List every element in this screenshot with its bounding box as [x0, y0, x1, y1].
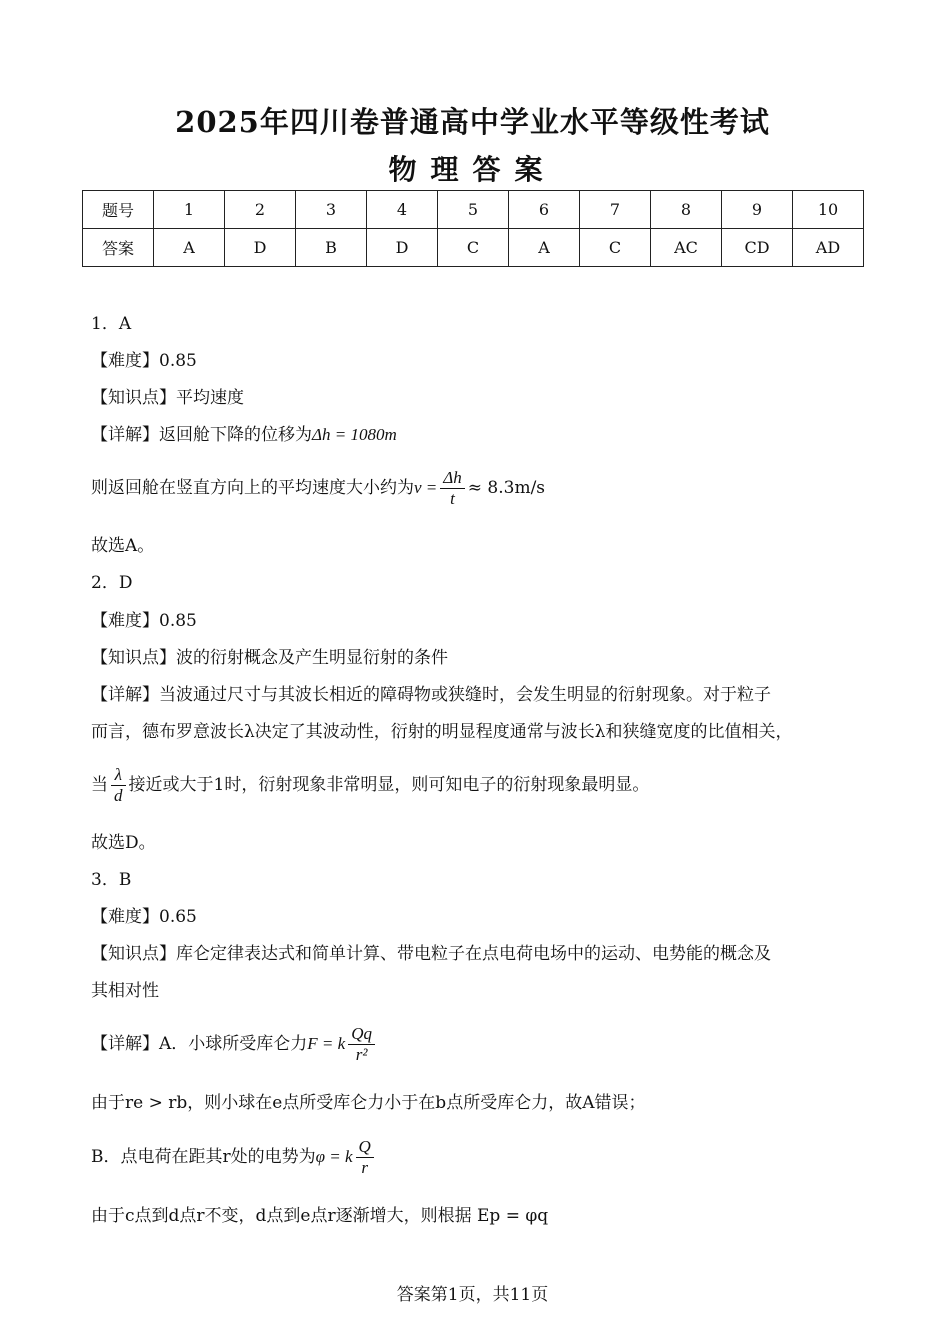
document-subtitle: 物理答案 — [388, 153, 557, 186]
fraction-denominator: d — [114, 786, 123, 805]
q2-detail-line2: 而言，德布罗意波长λ决定了其波动性，衍射的明显程度通常与波长λ和狭缝宽度的比值相关， — [91, 722, 793, 742]
q3-line-c: 由于c点到d点r不变，d点到e点r逐渐增大，则根据 Ep = φq — [91, 1206, 549, 1226]
table-cell: C — [438, 229, 509, 267]
q3-line-b-text: B．点电荷在距其r处的电势为 — [91, 1147, 316, 1167]
q2-conclusion: 故选D。 — [91, 833, 156, 853]
table-cell: 7 — [580, 191, 651, 229]
q2-detail-line3-suffix: 接近或大于1时，衍射现象非常明显，则可知电子的衍射现象最明显。 — [128, 775, 650, 795]
q1-knowledge: 【知识点】平均速度 — [91, 388, 244, 408]
q3-line-b — [91, 1137, 377, 1178]
q3-detail-text: 【详解】A．小球所受库仑力 — [91, 1034, 308, 1054]
row-header-number: 题号 — [83, 191, 154, 229]
q3-knowledge-line1: 【知识点】库仑定律表达式和简单计算、带电粒子在点电荷电场中的运动、电势能的概念及 — [91, 944, 771, 964]
q1-velocity-line — [91, 468, 545, 509]
fraction-denominator: r — [361, 1158, 368, 1177]
q1-velocity-fraction — [440, 468, 464, 509]
fraction-numerator: Qq — [348, 1024, 375, 1045]
q1-detail-math: Δh = 1080m — [312, 425, 397, 444]
table-cell: AD — [793, 229, 864, 267]
q3-knowledge-line2: 其相对性 — [91, 981, 159, 1001]
q3-line-a: 由于re > rb，则小球在e点所受库仑力小于在b点所受库仑力，故A错误； — [91, 1093, 646, 1113]
q2-detail-line1: 【详解】当波通过尺寸与其波长相近的障碍物或狭缝时，会发生明显的衍射现象。对于粒子 — [91, 685, 771, 705]
table-cell: D — [225, 229, 296, 267]
q2-ratio-fraction — [111, 765, 126, 806]
q1-heading: 1．A — [91, 314, 132, 334]
question-number-row — [83, 191, 864, 229]
fraction-numerator: λ — [111, 765, 126, 786]
fraction-denominator: t — [450, 489, 455, 508]
row-header-answer: 答案 — [83, 229, 154, 267]
q1-detail-text: 【详解】返回舱下降的位移为 — [91, 425, 312, 445]
table-cell: 5 — [438, 191, 509, 229]
q1-conclusion: 故选A。 — [91, 536, 155, 556]
q3-force-fraction — [348, 1024, 375, 1065]
q3-detail — [91, 1024, 378, 1065]
table-cell: 4 — [367, 191, 438, 229]
q3-potential-lhs: φ = k — [315, 1147, 353, 1166]
q3-difficulty: 【难度】0.65 — [91, 907, 197, 927]
table-cell: 10 — [793, 191, 864, 229]
q2-heading: 2．D — [91, 573, 133, 593]
q1-velocity-lhs: v = — [414, 478, 438, 497]
q2-detail-line3-prefix: 当 — [91, 775, 108, 795]
table-cell: CD — [722, 229, 793, 267]
q2-knowledge: 【知识点】波的衍射概念及产生明显衍射的条件 — [91, 648, 448, 668]
table-cell: A — [154, 229, 225, 267]
q1-velocity-rhs: ≈ 8.3m/s — [467, 478, 546, 498]
q1-difficulty: 【难度】0.85 — [91, 351, 197, 371]
table-cell: 6 — [509, 191, 580, 229]
q2-detail-line3 — [91, 765, 649, 806]
document-title: 2025年四川卷普通高中学业水平等级性考试 — [175, 105, 770, 139]
table-cell: 3 — [296, 191, 367, 229]
table-cell: A — [509, 229, 580, 267]
q1-velocity-text: 则返回舱在竖直方向上的平均速度大小约为 — [91, 478, 414, 498]
table-cell: 2 — [225, 191, 296, 229]
answer-table — [82, 190, 864, 267]
table-cell: 8 — [651, 191, 722, 229]
table-cell: B — [296, 229, 367, 267]
q3-potential-fraction — [356, 1137, 374, 1178]
fraction-numerator: Δh — [440, 468, 464, 489]
page-footer: 答案第1页，共11页 — [396, 1285, 549, 1305]
q2-difficulty: 【难度】0.85 — [91, 611, 197, 631]
table-cell: AC — [651, 229, 722, 267]
table-cell: D — [367, 229, 438, 267]
fraction-numerator: Q — [356, 1137, 374, 1158]
table-cell: C — [580, 229, 651, 267]
table-cell: 9 — [722, 191, 793, 229]
q3-heading: 3．B — [91, 870, 132, 890]
answer-row — [83, 229, 864, 267]
q1-detail — [91, 424, 397, 446]
fraction-denominator: r² — [355, 1045, 368, 1064]
q3-force-lhs: F = k — [307, 1034, 346, 1053]
table-cell: 1 — [154, 191, 225, 229]
